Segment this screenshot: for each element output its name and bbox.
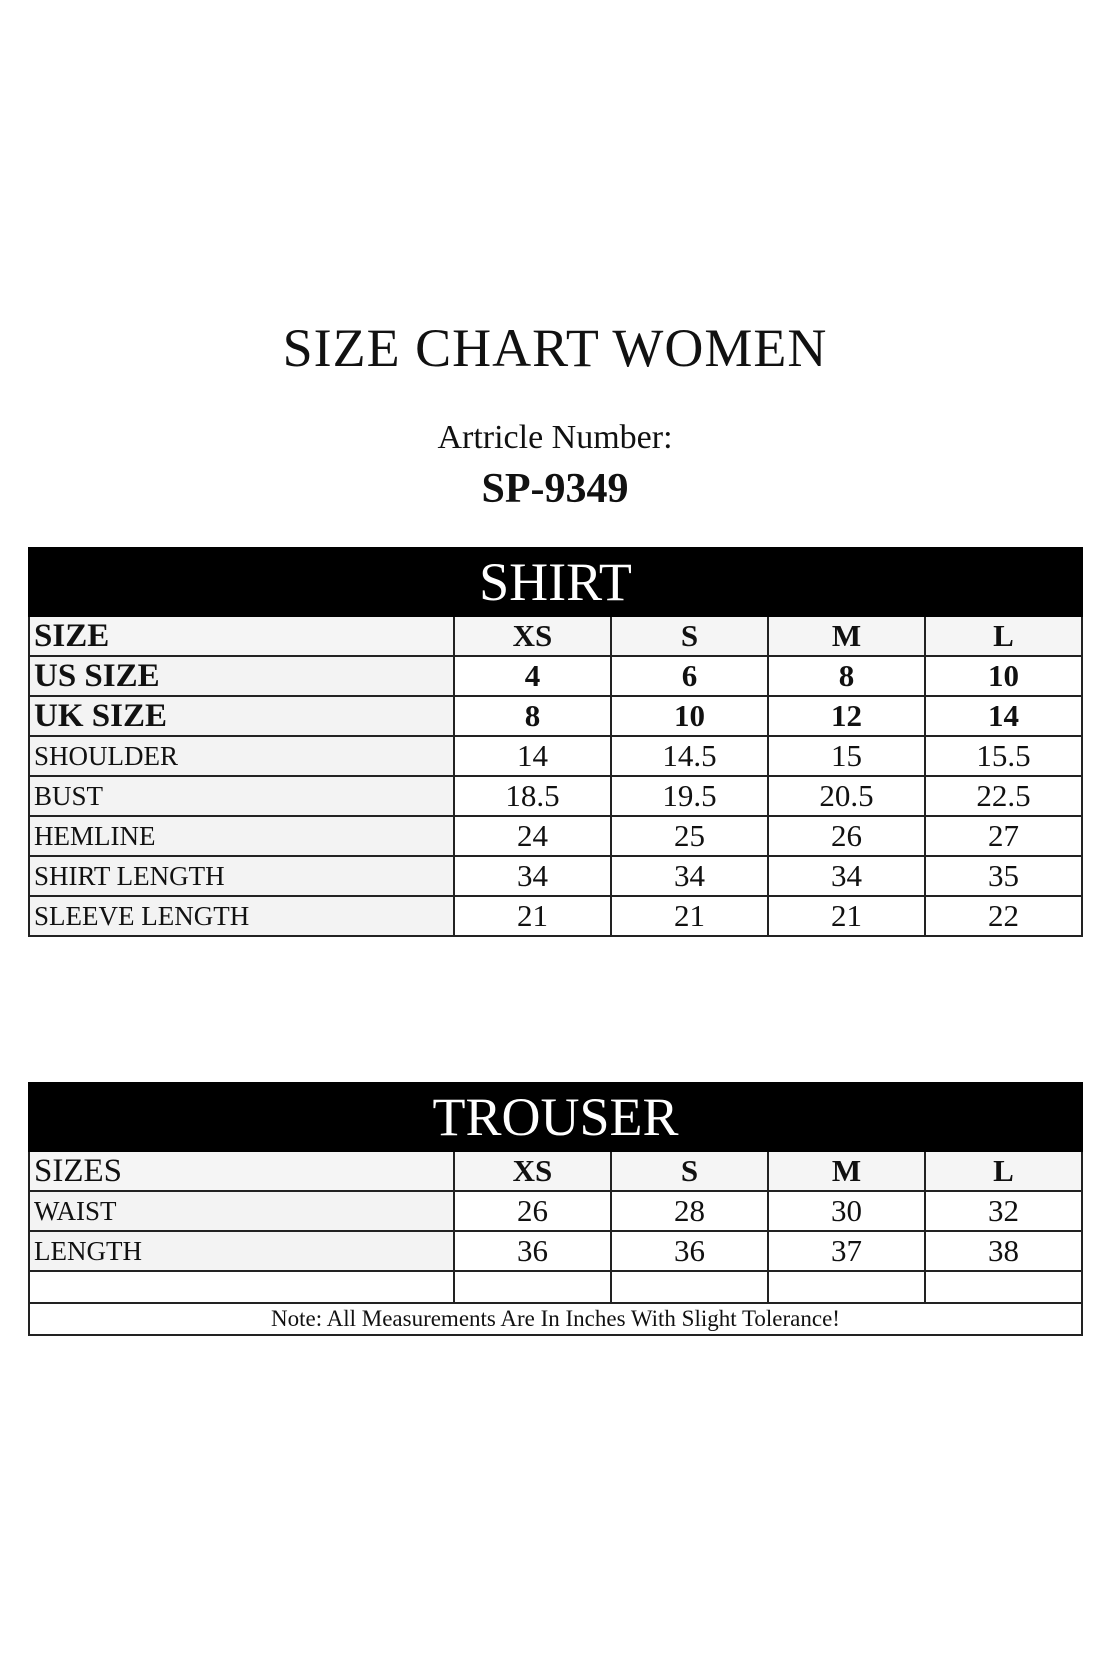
measure-value: 34 bbox=[611, 856, 768, 896]
measure-value: 14.5 bbox=[611, 736, 768, 776]
measurement-note: Note: All Measurements Are In Inches With Slight Tolerance! bbox=[29, 1303, 1082, 1335]
measure-value: 27 bbox=[925, 816, 1082, 856]
empty-row bbox=[29, 1271, 1082, 1303]
measure-value: 22 bbox=[925, 896, 1082, 936]
trouser-size-table bbox=[28, 1082, 1083, 1336]
measure-value: 15.5 bbox=[925, 736, 1082, 776]
uk-size-label: UK SIZE bbox=[29, 696, 454, 736]
us-size-label: US SIZE bbox=[29, 656, 454, 696]
uk-size-value: 8 bbox=[454, 696, 611, 736]
shirt-size-m: M bbox=[768, 616, 925, 656]
shirt-heading: SHIRT bbox=[29, 548, 1082, 616]
measure-value: 14 bbox=[454, 736, 611, 776]
shirt-measure-row-hemline bbox=[29, 816, 1082, 856]
shirt-size-header-label: SIZE bbox=[29, 616, 454, 656]
measure-value: 28 bbox=[611, 1191, 768, 1231]
measure-value: 36 bbox=[454, 1231, 611, 1271]
shirt-measure-row-bust bbox=[29, 776, 1082, 816]
trouser-size-header-label: SIZES bbox=[29, 1151, 454, 1191]
article-number: SP-9349 bbox=[481, 466, 629, 512]
trouser-size-s: S bbox=[611, 1151, 768, 1191]
measure-value: 30 bbox=[768, 1191, 925, 1231]
article-number-label: Artricle Number: bbox=[437, 419, 673, 456]
measure-value: 36 bbox=[611, 1231, 768, 1271]
measure-value: 22.5 bbox=[925, 776, 1082, 816]
measure-value: 38 bbox=[925, 1231, 1082, 1271]
measure-value: 15 bbox=[768, 736, 925, 776]
trouser-measure-row-length bbox=[29, 1231, 1082, 1271]
trouser-measure-row-waist bbox=[29, 1191, 1082, 1231]
us-size-value: 8 bbox=[768, 656, 925, 696]
trouser-size-header-row bbox=[29, 1151, 1082, 1191]
us-size-row bbox=[29, 656, 1082, 696]
trouser-size-xs: XS bbox=[454, 1151, 611, 1191]
uk-size-value: 12 bbox=[768, 696, 925, 736]
measure-value: 34 bbox=[768, 856, 925, 896]
uk-size-value: 14 bbox=[925, 696, 1082, 736]
measure-value: 32 bbox=[925, 1191, 1082, 1231]
us-size-value: 6 bbox=[611, 656, 768, 696]
measure-label: HEMLINE bbox=[29, 816, 454, 856]
empty-cell bbox=[454, 1271, 611, 1303]
shirt-size-table bbox=[28, 547, 1083, 937]
measure-value: 25 bbox=[611, 816, 768, 856]
empty-cell bbox=[768, 1271, 925, 1303]
shirt-size-xs: XS bbox=[454, 616, 611, 656]
measure-label: LENGTH bbox=[29, 1231, 454, 1271]
measure-value: 21 bbox=[611, 896, 768, 936]
empty-cell bbox=[925, 1271, 1082, 1303]
page-title: SIZE CHART WOMEN bbox=[282, 318, 828, 378]
measure-value: 26 bbox=[768, 816, 925, 856]
us-size-value: 10 bbox=[925, 656, 1082, 696]
measure-value: 34 bbox=[454, 856, 611, 896]
shirt-size-header-row bbox=[29, 616, 1082, 656]
measure-value: 18.5 bbox=[454, 776, 611, 816]
empty-cell bbox=[611, 1271, 768, 1303]
shirt-size-l: L bbox=[925, 616, 1082, 656]
note-row bbox=[29, 1303, 1082, 1335]
trouser-size-l: L bbox=[925, 1151, 1082, 1191]
empty-cell bbox=[29, 1271, 454, 1303]
shirt-heading-row bbox=[29, 548, 1082, 616]
measure-label: SHOULDER bbox=[29, 736, 454, 776]
uk-size-row bbox=[29, 696, 1082, 736]
measure-value: 37 bbox=[768, 1231, 925, 1271]
measure-value: 21 bbox=[454, 896, 611, 936]
trouser-heading-row bbox=[29, 1083, 1082, 1151]
measure-label: WAIST bbox=[29, 1191, 454, 1231]
trouser-size-m: M bbox=[768, 1151, 925, 1191]
measure-value: 35 bbox=[925, 856, 1082, 896]
shirt-measure-row-shirt-length bbox=[29, 856, 1082, 896]
shirt-size-s: S bbox=[611, 616, 768, 656]
shirt-measure-row-sleeve-length bbox=[29, 896, 1082, 936]
us-size-value: 4 bbox=[454, 656, 611, 696]
uk-size-value: 10 bbox=[611, 696, 768, 736]
measure-label: SHIRT LENGTH bbox=[29, 856, 454, 896]
measure-value: 26 bbox=[454, 1191, 611, 1231]
measure-label: SLEEVE LENGTH bbox=[29, 896, 454, 936]
shirt-measure-row-shoulder bbox=[29, 736, 1082, 776]
measure-value: 24 bbox=[454, 816, 611, 856]
measure-value: 20.5 bbox=[768, 776, 925, 816]
measure-value: 21 bbox=[768, 896, 925, 936]
measure-value: 19.5 bbox=[611, 776, 768, 816]
measure-label: BUST bbox=[29, 776, 454, 816]
trouser-heading: TROUSER bbox=[29, 1083, 1082, 1151]
